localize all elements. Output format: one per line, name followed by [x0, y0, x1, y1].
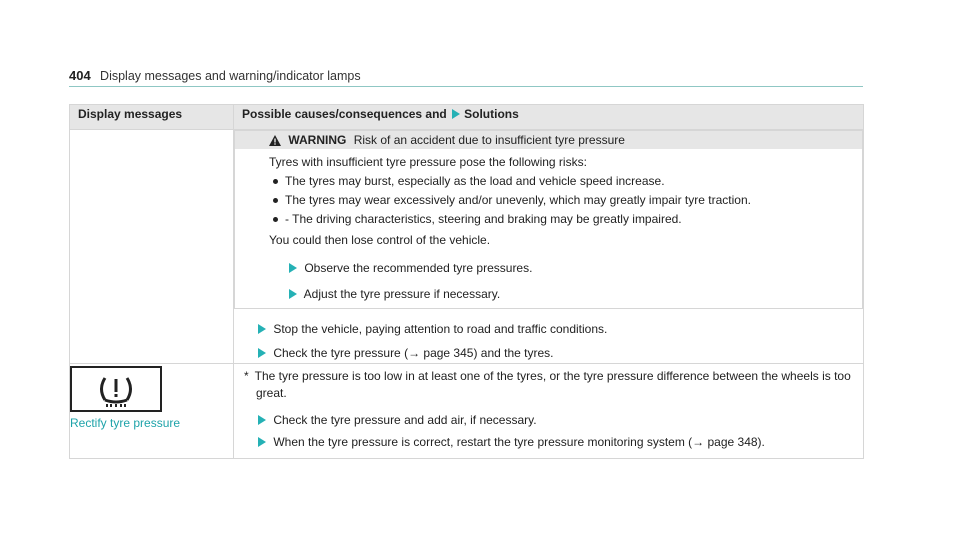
- step-text: Check the tyre pressure and add air, if necessary.: [273, 413, 537, 427]
- arrow-icon: [289, 289, 297, 299]
- messages-table: [69, 104, 864, 459]
- list-item: The tyres may burst, especially as the load and vehicle speed increase.: [285, 172, 854, 191]
- warning-step: [269, 284, 854, 304]
- solution-step: [234, 410, 863, 430]
- arrow-icon: [452, 109, 460, 119]
- page-header: [69, 68, 863, 87]
- solutions-cell: [234, 364, 864, 459]
- step-text: Stop the vehicle, paying attention to road and traffic conditions.: [273, 322, 608, 336]
- arrow-icon: [258, 415, 266, 425]
- table-row: [70, 130, 864, 364]
- warning-consequence: You could then lose control of the vehicle.: [269, 233, 491, 247]
- arrow-icon: [289, 263, 297, 273]
- column-header-solutions-text: Solutions: [464, 107, 519, 121]
- solutions-cell: [234, 130, 864, 364]
- tyre-pressure-warning-icon: [70, 366, 162, 412]
- warning-triangle-icon: [269, 133, 281, 151]
- step-text: Adjust the tyre pressure if necessary.: [303, 287, 501, 301]
- step-text: Check the tyre pressure (→ page 345) and the tyres.: [273, 346, 554, 360]
- arrow-icon: [258, 348, 266, 358]
- empty-cell: [70, 130, 234, 364]
- arrow-icon: [258, 437, 266, 447]
- cause-line: The tyre pressure is too low in at least one of the tyres, or the tyre pressure difference between the wheels is too: [254, 369, 851, 383]
- step-text: When the tyre pressure is correct, restart the tyre pressure monitoring system (→ page 348).: [273, 435, 765, 449]
- cause-text: [234, 364, 863, 408]
- warning-step: [269, 258, 854, 278]
- page-title: Display messages and warning/indicator lamps: [100, 69, 361, 83]
- solution-step: [234, 432, 863, 452]
- table-row: [70, 364, 864, 459]
- step-text: Observe the recommended tyre pressures.: [304, 261, 533, 275]
- asterisk: *: [244, 369, 249, 383]
- column-header-causes-text: Possible causes/consequences and: [242, 107, 447, 121]
- table-header-row: [70, 105, 864, 130]
- warning-bullets: [269, 172, 854, 229]
- column-header-display-messages: Display messages: [70, 105, 234, 130]
- page-number: 404: [69, 68, 91, 83]
- warning-body: [235, 149, 862, 308]
- arrow-icon: [258, 324, 266, 334]
- list-item: The tyres may wear excessively and/or unevenly, which may greatly impair tyre traction.: [285, 191, 854, 210]
- column-header-causes: [234, 105, 864, 130]
- warning-label: WARNING: [288, 133, 347, 147]
- cause-line: great.: [256, 386, 287, 400]
- solution-step: [234, 343, 863, 363]
- warning-title: Risk of an accident due to insufficient tyre pressure: [353, 133, 625, 147]
- warning-intro: Tyres with insufficient tyre pressure pose the following risks:: [269, 155, 587, 169]
- warning-header: [235, 131, 862, 149]
- display-message-cell: [70, 364, 234, 459]
- list-item: - The driving characteristics, steering and braking may be greatly impaired.: [285, 210, 854, 229]
- solution-step: [234, 319, 863, 339]
- display-message-label: Rectify tyre pressure: [70, 416, 181, 430]
- warning-box: [234, 130, 863, 309]
